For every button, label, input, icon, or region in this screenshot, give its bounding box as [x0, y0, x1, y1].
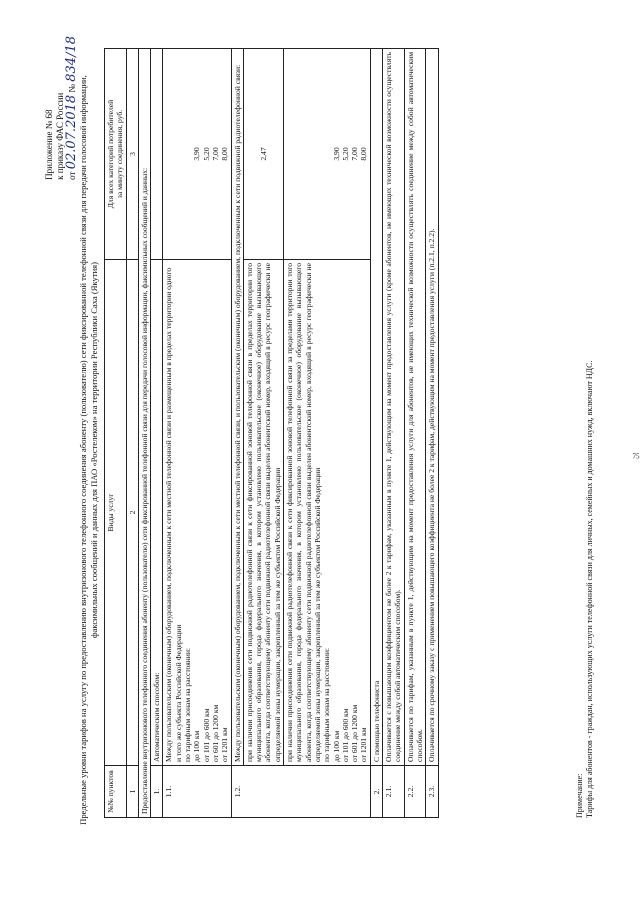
appendix-date-line	[66, 36, 78, 180]
row-2-1-text: Оплачивается с повышающим коэффициентом не более 2 к тарифам, указанным в пункте 1, действующим на момент предоставления услуги (кроме абонентов, не имеющих технической возможности осуществлять соединение между собой автоматическим способом).	[383, 49, 405, 766]
col-number-2: 2	[126, 260, 138, 766]
row-1-2-b	[284, 49, 371, 818]
footnote-text: Тарифы для абонентов - граждан, использующих услуги телефонной связи для личных, семейных и домашних нужд, включают НДС.	[585, 360, 594, 818]
header-value	[105, 49, 127, 260]
header-value-bottom: за минуту соединения, руб.	[115, 109, 125, 199]
column-number-row	[126, 49, 138, 818]
row-1-2-a-value: 2,47	[243, 49, 283, 260]
row-1-1-text: Между пользовательским (оконечным) оборудованием, подключенным к сети местной телефонной связи и размещенным в пределах территории одного и того же субъекта Российской Федерации	[164, 267, 183, 762]
distance-1: до 100 км	[331, 730, 341, 762]
intro-text: Предоставление внутризонового телефонного соединения абоненту (пользователю) сети фиксированной телефонной связи для передачи голосовой информации, факсимильных сообщений и данных:	[138, 49, 150, 818]
distance-2: от 101 до 600 км	[340, 708, 350, 762]
row-2-2-num: 2.2.	[404, 766, 426, 818]
header-row	[105, 49, 127, 818]
col-number-3: 3	[126, 49, 138, 260]
page-number: 75	[632, 452, 640, 461]
distance-2: от 101 до 600 км	[201, 708, 211, 762]
footnote	[575, 361, 595, 818]
col-number-1: 1	[126, 766, 138, 818]
row-2	[370, 49, 382, 818]
row-1-2-b-cell	[284, 260, 371, 766]
value-1: 3,90	[331, 147, 341, 161]
distance-3: от 601 до 1200 км	[350, 704, 360, 762]
value-2: 5,20	[201, 147, 211, 161]
header-value-top: Для всех категорий потребителей	[106, 99, 115, 209]
footnote-label: Примечание:	[575, 773, 584, 818]
handwritten-number: 834/18	[64, 36, 79, 82]
row-1-num: 1.	[151, 766, 163, 818]
tariff-table	[104, 48, 439, 818]
value-4: 8,00	[359, 147, 369, 161]
row-1-1	[163, 49, 231, 818]
distance-3: от 601 до 1200 км	[210, 704, 220, 762]
distance-label: по тарифным зонам на расстоянии:	[322, 648, 332, 762]
value-3: 7,00	[350, 147, 360, 161]
document-title: Предельные уровни тарифов на услугу по предоставлению внутризонового телефонного соединения абоненту (пользователю) сети фиксированной телефонной связи для передачи голосовой информации, факсимильных сообщений и данных для ПАО «Ростелеком» на территории Республики Саха (Якутия)	[78, 75, 99, 825]
value-3: 7,00	[210, 147, 220, 161]
row-2-1-num: 2.1.	[383, 766, 405, 818]
row-1-2-b-distances	[322, 263, 368, 762]
value-1: 3,90	[192, 147, 202, 161]
value-4: 8,00	[220, 147, 230, 161]
row-1-2-num: 1.2.	[231, 766, 370, 818]
row-1-1-values	[163, 49, 231, 260]
row-1-2-text: Между пользовательским (оконечным) оборудованием, подключенным к сети местной телефонной связи, и пользовательским (оконечным) оборудованием, подключенным к сети подвижной радиотелефонной связи:	[231, 49, 243, 766]
row-2-2	[404, 49, 426, 818]
appendix-line-1: Приложение № 68	[44, 109, 54, 180]
header-service: Виды услуг	[105, 260, 127, 766]
row-1-2	[231, 49, 243, 818]
row-2-num: 2.	[370, 766, 382, 818]
row-1-2-a-text: при наличии присоединения сети подвижной радиотелефонной связи к сети фиксированной зоновой телефонной связи в пределах территории того муниципального образования, города федерального значения, в котором установлено пользовательское (оконечное) оборудование вызывающего абонента, когда соответствующему абоненту сети подвижной радиотелефонной связи выделен абонентский номер, входящий в ресурс географически не определяемой зоны нумерации, закрепленный за тем же субъектом Российской Федерации	[243, 260, 283, 766]
row-1-1-distances	[183, 263, 229, 762]
row-2-3-num: 2.3.	[426, 766, 438, 818]
row-2-text: С помощью телефониста	[370, 49, 382, 766]
distance-label: по тарифным зонам на расстоянии:	[183, 648, 193, 762]
intro-row	[138, 49, 150, 818]
row-2-3	[426, 49, 438, 818]
distance-4: от 1201 км	[359, 727, 369, 762]
row-2-2-text: Оплачивается по тарифам, указанным в пункте 1, действующим на момент предоставления услуги для абонентов, не имеющих технической возможности осуществлять соединение между собой автоматическим способом.	[404, 49, 426, 766]
row-1-1-num: 1.1.	[163, 766, 231, 818]
row-1-2-b-values	[284, 49, 371, 260]
distance-1: до 100 км	[192, 730, 202, 762]
row-1-2-a	[243, 49, 283, 818]
row-1-1-cell	[163, 260, 231, 766]
appendix-line-2: к приказу ФАС России	[55, 92, 65, 180]
number-prefix: №	[67, 84, 77, 93]
row-1	[151, 49, 163, 818]
row-2-3-text: Оплачивается по срочному заказу с применением повышающего коэффициента не более 2 к тарифам, действующим на момент предоставления услуги (п.2.1, п.2.2).	[426, 49, 438, 766]
handwritten-date: 02.07.2018	[64, 94, 79, 170]
distance-4: от 1201 км	[220, 727, 230, 762]
date-prefix: от	[67, 171, 77, 180]
header-num: №№ пунктов	[105, 766, 127, 818]
row-2-1	[383, 49, 405, 818]
row-1-2-b-text: при наличии присоединения сети подвижной радиотелефонной связи к сети фиксированной зоновой телефонной связи за пределами территории того муниципального образования, города федерального значения, в котором установлено пользовательское (оконечное) оборудование вызывающего абонента, когда соответствующему абоненту сети подвижной радиотелефонной связи выделен абонентский номер, входящий в ресурс географически не определяемой зоны нумерации, закрепленный за тем же субъектом Российской Федерации	[285, 263, 322, 762]
appendix-header	[44, 36, 78, 180]
value-2: 5,20	[340, 147, 350, 161]
row-1-value	[151, 49, 163, 260]
row-1-text: Автоматическим способом:	[151, 260, 163, 766]
